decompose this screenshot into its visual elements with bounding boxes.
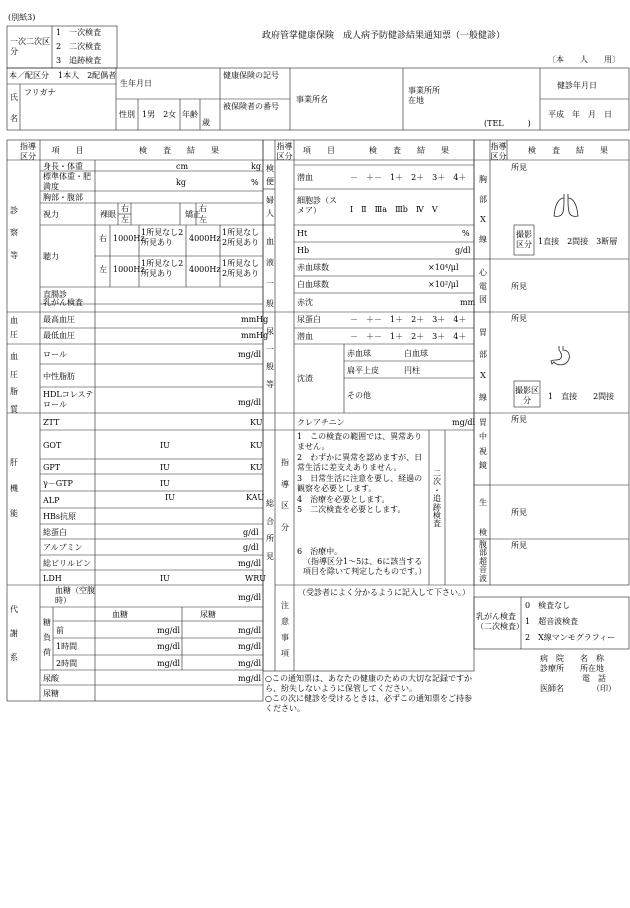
ogtt-2h-bs-unit: mg/dl xyxy=(157,659,181,668)
occult-blood-scale: － ＋－ 1＋ 2＋ 3＋ 4＋ xyxy=(350,173,467,182)
section-ketsuatsu: 血 圧 xyxy=(10,316,18,339)
alp-label: ALP xyxy=(43,496,60,505)
breast-opt-1: 1 超音波検査 xyxy=(525,617,579,626)
lungs-icon xyxy=(551,190,581,220)
endoscopy-finding-label: 所見 xyxy=(511,415,527,424)
hb-unit: g/dl xyxy=(455,246,471,255)
stomach-icon xyxy=(549,344,573,368)
office-name-label: 事業所名 xyxy=(296,95,328,104)
urine-protein-scale: － ＋－ 1＋ 2＋ 3＋ 4＋ xyxy=(350,315,467,324)
hearing-r-1000hz-result[interactable]: 1所見なし2所見あり xyxy=(141,228,184,247)
doctor-name-label: 医師名 （印） xyxy=(540,684,616,693)
annex-label: (別紙3) xyxy=(8,13,36,22)
cytology-classes: Ⅰ Ⅱ Ⅲa Ⅲb Ⅳ Ⅴ xyxy=(350,205,438,214)
ogtt-pre-label: 前 xyxy=(56,626,64,635)
rbc-label: 赤血球数 xyxy=(297,263,329,272)
guidance-1: 1 この検査の範囲では、異常ありません。 xyxy=(297,432,423,451)
ogtt-1h-us-unit: mg/dl xyxy=(238,642,262,651)
got-label: GOT xyxy=(43,441,62,450)
ogtt-2h-us-unit: mg/dl xyxy=(238,659,262,668)
sex-label: 性別 xyxy=(119,110,135,119)
ggtp-iu: IU xyxy=(160,479,170,488)
chest-abdomen-label: 胸部・腹部 xyxy=(43,193,83,202)
section-stomach-xray: 胃 部 X 線 xyxy=(479,328,487,402)
age-unit: 歳 xyxy=(202,118,210,127)
note-bring: ○この次に健診を受けるときは、必ずこの通知票をご持参ください。 xyxy=(265,694,472,713)
guidance-2: 2 わずかに異常を認めますが、日常生活に差支えありません。 xyxy=(297,453,423,472)
hearing-l-1000hz: 1000Hz xyxy=(113,265,145,274)
vision-corrected-label: 矯正 xyxy=(185,210,201,219)
total-protein-label: 総蛋白 xyxy=(43,528,67,537)
col3-result-header: 検 査 結 果 xyxy=(528,146,608,155)
honhai-label: 本／配区分 xyxy=(9,71,49,80)
ldh-wru: WRU xyxy=(245,574,266,583)
chest-shoot-label: 撮影区分 xyxy=(516,230,532,249)
gpt-ku: KU xyxy=(250,463,263,472)
hearing-right-label: 右 xyxy=(99,234,107,243)
hearing-left-label: 左 xyxy=(99,265,107,274)
fasting-bs-unit: mg/dl xyxy=(238,593,262,602)
albumin-unit: g/dl xyxy=(243,543,259,552)
exam-date-value: 平成 年 月 日 xyxy=(548,110,612,119)
chui-jiko-label: 注 意 事 項 xyxy=(281,601,289,658)
rbc-unit: ×10⁴/μl xyxy=(428,263,459,272)
section-taisha: 代 謝 系 xyxy=(10,605,18,662)
ogtt-us-header: 尿糖 xyxy=(200,610,216,619)
bp-high-label: 最高血圧 xyxy=(43,315,75,324)
section-sogo-shoken: 総 合 所 見 xyxy=(266,499,274,561)
ecg-finding-label: 所見 xyxy=(511,282,527,291)
wbc-label: 白血球数 xyxy=(297,280,329,289)
cytology-label: 細胞診（スメア） xyxy=(297,196,337,215)
creatinine-label: クレアチニン xyxy=(297,418,345,427)
section-ecg: 心 電 図 xyxy=(479,268,487,305)
col3-shido-header: 指導区分 xyxy=(490,142,507,161)
std-weight-unit: kg xyxy=(176,178,186,187)
section-nyo: 尿 一 般 等 xyxy=(266,327,274,389)
hearing-r-4000hz: 4000Hz xyxy=(189,234,221,243)
urine-sugar-label: 尿糖 xyxy=(43,689,59,698)
exam-date-label: 健診年月日 xyxy=(557,81,597,90)
abdominal-us-finding-label: 所見 xyxy=(511,541,527,550)
sediment-wbc: 白血球 xyxy=(404,349,428,358)
height-weight-label: 身長・体重 xyxy=(43,162,83,171)
sediment-epithelial: 扁平上皮 xyxy=(347,366,379,375)
std-weight-label: 標準体重・肥満度 xyxy=(43,172,91,191)
col1-shido-header: 指導区分 xyxy=(20,142,36,161)
ogtt-pre-us-unit: mg/dl xyxy=(238,626,262,635)
page-title: 政府管掌健康保険 成人病予防健診結果通知票（一般健診） xyxy=(262,31,506,41)
chest-finding-label: 所見 xyxy=(511,163,527,172)
sogo-shido-kubun: 指 導 区 分 xyxy=(281,458,289,532)
rectal-label: 直腸診 xyxy=(43,290,67,299)
height-unit: cm xyxy=(176,162,189,171)
clinic-name-label: 病 院 名 称 xyxy=(540,654,604,663)
fasting-bs-label: 血糖（空腹時） xyxy=(55,586,95,605)
urine-protein-label: 尿蛋白 xyxy=(297,315,321,324)
dob-label: 生年月日 xyxy=(120,79,152,88)
breast-opt-0: 0 検査なし xyxy=(525,601,571,610)
triglyceride-label: 中性脂肪 xyxy=(43,372,75,381)
vision-corr-left-label: 左 xyxy=(199,215,207,224)
ht-unit: % xyxy=(462,229,470,238)
honhai-value[interactable]: 1本人 2配偶者 xyxy=(58,71,117,80)
note-keep: ○この通知票は、あなたの健康のための大切な記録ですから、紛失しないように保管してください。 xyxy=(265,674,472,693)
ogtt-pre-bs-unit: mg/dl xyxy=(157,626,181,635)
tel-label: (TEL ) xyxy=(484,119,531,128)
bp-high-unit: mmHg xyxy=(241,315,269,324)
sediment-label: 沈渣 xyxy=(297,374,313,383)
gpt-iu: IU xyxy=(160,463,170,472)
kubun-option-1: 1 一次検査 xyxy=(56,28,102,37)
hearing-l-4000hz: 4000Hz xyxy=(189,265,221,274)
col1-item-header: 項 目 xyxy=(51,146,84,155)
sediment-other: その他 xyxy=(347,391,371,400)
hbs-label: HBs抗原 xyxy=(43,512,76,521)
clinic-address-label: 診療所 所在地 xyxy=(540,664,604,673)
vision-left-label: 左 xyxy=(121,215,129,224)
sediment-cast: 円柱 xyxy=(404,366,420,375)
kubun-label: 一次二次区分 xyxy=(10,37,50,56)
col2-result-header: 検 査 結 果 xyxy=(369,146,449,155)
insured-number-label: 被保険者の番号 xyxy=(223,102,279,111)
stomach-shoot-label: 撮影区分 xyxy=(515,386,539,405)
got-ku: KU xyxy=(250,441,263,450)
obesity-unit: % xyxy=(251,178,259,187)
niji-tsuiseki-label: 二 次 ・ 追 跡 検 査 xyxy=(433,469,441,529)
hearing-r-1000hz: 1000Hz xyxy=(113,234,145,243)
copy-label: 〔本 人 用〕 xyxy=(548,55,620,64)
col2-shido-header: 指導区分 xyxy=(276,142,293,161)
ogtt-1h-label: 1時間 xyxy=(56,642,78,651)
ldh-label: LDH xyxy=(43,574,62,583)
office-address-label: 事業所所在地 xyxy=(408,86,440,105)
biopsy-finding-label: 所見 xyxy=(511,508,527,517)
section-kanki: 肝 機 能 xyxy=(10,458,18,519)
ldh-iu: IU xyxy=(160,574,170,583)
vision-right-label: 右 xyxy=(121,204,129,213)
sediment-rbc: 赤血球 xyxy=(347,349,371,358)
ogtt-2h-label: 2時間 xyxy=(56,659,78,668)
clinic-phone-label: 電 話 xyxy=(582,674,606,683)
section-endoscopy: 胃 中 視 鏡 xyxy=(479,418,487,471)
breast-cancer-label: 乳がん検査 xyxy=(43,298,83,307)
hearing-label: 聴力 xyxy=(43,252,59,261)
esr-unit: mm xyxy=(460,298,476,307)
albumin-label: アルブミン xyxy=(43,543,83,552)
ogtt-label: 糖 負 荷 xyxy=(43,618,51,658)
section-chest-xray: 胸 部 X 線 xyxy=(479,175,487,244)
hearing-l-1000hz-result[interactable]: 1所見なし2所見あり xyxy=(141,259,184,278)
section-fujin: 婦 人 xyxy=(266,196,274,218)
cholesterol-label: ロール xyxy=(43,350,67,359)
section-kenben: 検 便 xyxy=(266,164,274,186)
stomach-finding-label: 所見 xyxy=(511,314,527,323)
hb-label: Hb xyxy=(297,246,310,255)
cholesterol-unit: mg/dl xyxy=(238,350,262,359)
hdl-unit: mg/dl xyxy=(238,398,262,407)
occult-blood-label: 潜血 xyxy=(297,173,313,182)
uric-acid-unit: mg/dl xyxy=(238,674,262,683)
hdl-label: HDLコレステロール xyxy=(43,390,94,409)
chui-instructions: （受診者によく分かるように記入して下さい。） xyxy=(298,588,470,597)
breast-secondary-label: 乳がん検査（二次検査） xyxy=(476,612,524,631)
ogtt-1h-bs-unit: mg/dl xyxy=(157,642,181,651)
name-label: 氏名 xyxy=(10,93,18,123)
section-shishitsu: 血 圧 脂 質 xyxy=(10,352,18,414)
esr-label: 赤沈 xyxy=(297,298,313,307)
guidance-4: 4 治療を必要とします。 xyxy=(297,495,390,504)
bilirubin-unit: mg/dl xyxy=(238,559,262,568)
vision-label: 視力 xyxy=(43,210,59,219)
guidance-3: 3 日常生活に注意を要し、経過の観察を必要とします。 xyxy=(297,474,423,493)
alp-iu: IU xyxy=(165,493,175,502)
chest-shoot-options: 1直接 2間接 3断層 xyxy=(538,237,618,246)
col1-result-header: 検 査 結 果 xyxy=(139,146,219,155)
kubun-option-2: 2 二次検査 xyxy=(56,42,102,51)
sex-value[interactable]: 1男 2女 xyxy=(142,110,177,119)
section-shinsatsu: 診 察 等 xyxy=(10,206,18,260)
furigana-label: フリガナ xyxy=(24,88,56,97)
got-iu: IU xyxy=(160,441,170,450)
hearing-l-4000hz-result[interactable]: 1所見なし2所見あり xyxy=(222,259,260,278)
insurance-symbol-label: 健康保険の記号 xyxy=(223,71,279,80)
stomach-shoot-options: 1 直接 2間接 xyxy=(548,392,615,401)
guidance-6: 6 治療中。 xyxy=(297,547,343,556)
wbc-unit: ×10²/μl xyxy=(428,280,459,289)
breast-opt-2: 2 X線マンモグラフィー xyxy=(525,633,616,642)
section-ketsueki: 血 液 一 般 xyxy=(266,237,274,309)
ogtt-bs-header: 血糖 xyxy=(112,610,128,619)
weight-unit: kg xyxy=(251,162,261,171)
bilirubin-label: 総ビリルビン xyxy=(43,559,91,568)
ht-label: Ht xyxy=(297,229,308,238)
total-protein-unit: g/dl xyxy=(243,528,259,537)
section-abdominal-us: 腹 部 超 音 波 xyxy=(479,540,487,583)
guidance-5: 5 二次検査を必要とします。 xyxy=(297,505,406,514)
ztt-unit: KU xyxy=(250,418,263,427)
urine-occult-label: 潜血 xyxy=(297,332,313,341)
col2-item-header: 項 目 xyxy=(303,146,335,155)
age-label: 年齢 xyxy=(182,110,198,119)
ggtp-label: γ－GTP xyxy=(43,479,73,488)
bp-low-label: 最低血圧 xyxy=(43,331,75,340)
creatinine-unit: mg/dl xyxy=(452,418,476,427)
alp-kau: KAU xyxy=(246,493,265,502)
bp-low-unit: mmHg xyxy=(241,331,269,340)
guidance-6-note: （指導区分1～5は、6に該当する項目を除いて判定したものです。） xyxy=(303,557,427,576)
kubun-option-3: 3 追跡検査 xyxy=(56,56,102,65)
uric-acid-label: 尿酸 xyxy=(43,674,59,683)
hearing-r-4000hz-result[interactable]: 1所見なし2所見あり xyxy=(222,228,260,247)
vision-naked-label: 裸眼 xyxy=(100,210,116,219)
ztt-label: ZTT xyxy=(43,418,60,427)
section-biopsy: 生 検 xyxy=(479,498,487,538)
urine-occult-scale: － ＋－ 1＋ 2＋ 3＋ 4＋ xyxy=(350,332,467,341)
gpt-label: GPT xyxy=(43,463,61,472)
vision-corr-right-label: 右 xyxy=(199,204,207,213)
